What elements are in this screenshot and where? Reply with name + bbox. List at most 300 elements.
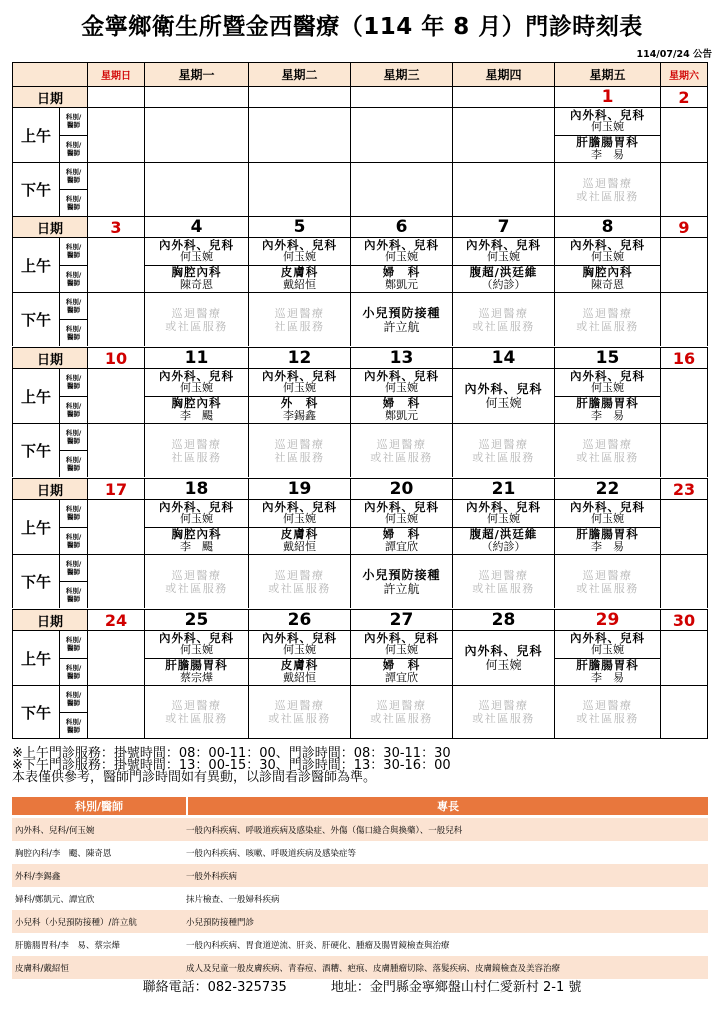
slot-secondary: [145, 659, 248, 686]
department: 腹超/洪廷維: [469, 265, 538, 280]
clinic-slot: [87, 162, 144, 216]
clinic-slot: [554, 554, 660, 608]
department: 內外科、兒科: [570, 107, 645, 122]
doctor-label: 醫師: [67, 251, 80, 260]
date-cell: 29: [554, 609, 660, 630]
outreach-text: 巡迴醫療: [478, 306, 529, 320]
date-cell: 30: [660, 609, 708, 630]
clinic-slot: [554, 237, 660, 292]
doctor: 李 颺: [180, 539, 213, 553]
department: 內外科、兒科: [262, 368, 337, 383]
doctor: 戴紹恒: [283, 670, 316, 684]
doctor: （約診）: [481, 277, 526, 291]
department: 內外科、兒科: [159, 368, 234, 383]
slot-primary: [249, 238, 350, 266]
outreach-text: 巡迴醫療: [376, 437, 427, 451]
clinic-slot: [144, 292, 248, 346]
clinic-slot: [144, 237, 248, 292]
dept-label: 科別/: [65, 560, 82, 568]
date-cell: 16: [660, 347, 708, 368]
pm-label: 下午: [12, 162, 59, 216]
dept-label: 科別/: [65, 505, 82, 514]
department: 婦 科: [382, 527, 421, 542]
date-cell: 5: [248, 216, 350, 237]
dept-doctor-label: [59, 265, 87, 293]
department: 皮膚科: [280, 658, 319, 673]
clinic-slot: [144, 554, 248, 608]
outreach-text: 或社區服務: [472, 450, 535, 464]
date-cell: 6: [350, 216, 452, 237]
clinic-slot: [87, 499, 144, 554]
clinic-slot: [87, 237, 144, 292]
dept-label: 科別/: [65, 532, 82, 541]
corner-header: [12, 62, 87, 86]
doctor: 何玉婉: [385, 381, 418, 395]
clinic-slot: [87, 292, 144, 346]
doctor: 何玉婉: [591, 512, 624, 526]
doctor: 李 易: [591, 539, 624, 553]
doctor-label: 醫師: [67, 409, 80, 418]
specialty-dept: 皮膚科/戴紹恒: [15, 963, 69, 974]
doctor-label: 醫師: [67, 699, 80, 707]
department: 內外科、兒科: [570, 237, 645, 252]
outreach-text: 巡迴醫療: [582, 568, 633, 582]
doctor: 何玉婉: [283, 250, 316, 264]
doctor-label: 醫師: [67, 176, 80, 184]
doctor: 何玉婉: [591, 643, 624, 657]
clinic-slot: [350, 499, 452, 554]
slot-secondary: [145, 266, 248, 293]
date-cell: 4: [144, 216, 248, 237]
doctor-label: 醫師: [67, 203, 80, 211]
department: 內外科、兒科: [159, 630, 234, 645]
slot-primary: [453, 500, 554, 528]
specialty-row: [12, 864, 708, 887]
clinic-slot: [248, 107, 350, 162]
specialty-desc: 一般內科疾病、咳嗽、呼吸道疾病及感染症等: [186, 848, 357, 859]
dept-doctor-label: [59, 527, 87, 555]
dept-label: 科別/: [65, 636, 82, 645]
outreach-text: 或社區服務: [472, 712, 535, 725]
clinic-slot: [660, 630, 708, 685]
clinic-slot: [554, 423, 660, 477]
slot-secondary: [145, 397, 248, 424]
department: 小兒預防接種: [362, 305, 441, 320]
date-cell: 22: [554, 478, 660, 499]
doctor: 陳奇恩: [591, 277, 624, 291]
outreach-text: 巡迴醫療: [274, 568, 325, 582]
clinic-slot: [87, 630, 144, 685]
slot-secondary: [145, 528, 248, 555]
department: 胸腔內科: [171, 527, 222, 542]
clinic-slot: [350, 162, 452, 216]
clinic-slot: [660, 107, 708, 162]
outreach-text: 巡迴醫療: [478, 699, 529, 712]
doctor-label: 醫師: [67, 382, 80, 391]
clinic-slot: [660, 368, 708, 423]
clinic-slot: [452, 237, 554, 292]
dept-label: 科別/: [65, 195, 82, 203]
specialty-row: [12, 818, 708, 841]
doctor-label: 醫師: [67, 148, 80, 157]
clinic-slot: [248, 630, 350, 685]
doctor-label: 醫師: [67, 437, 80, 445]
department: 內外科、兒科: [570, 630, 645, 645]
dept-label: 科別/: [65, 717, 82, 726]
dept-label: 科別/: [65, 168, 82, 176]
slot-secondary: [453, 266, 554, 293]
outreach-text: 巡迴醫療: [478, 437, 529, 451]
department: 內外科、兒科: [466, 237, 541, 252]
clinic-slot: [452, 499, 554, 554]
clinic-slot: [144, 107, 248, 162]
date-cell: [248, 86, 350, 107]
dept-label: 科別/: [65, 456, 82, 464]
dept-doctor-label: [59, 237, 87, 265]
date-cell: 10: [87, 347, 144, 368]
outreach-text: 巡迴醫療: [171, 568, 222, 582]
dept-doctor-label: [59, 189, 87, 216]
outreach-text: 或社區服務: [472, 581, 535, 595]
dept-doctor-label: [59, 107, 87, 135]
date-cell: 21: [452, 478, 554, 499]
slot-secondary: [453, 528, 554, 555]
specialty-table: [12, 797, 708, 978]
dept-doctor-label: [59, 658, 87, 686]
weekday-header: 星期日: [87, 62, 144, 86]
outreach-text: 巡迴醫療: [274, 306, 325, 320]
clinic-slot: [660, 237, 708, 292]
outreach-text: 巡迴醫療: [582, 437, 633, 451]
date-cell: 25: [144, 609, 248, 630]
department: 內外科、兒科: [570, 499, 645, 514]
doctor: 李 易: [591, 670, 624, 684]
dept-doctor-label: [59, 685, 87, 712]
specialty-desc: 成人及兒童一般皮膚疾病、青春痘、酒糟、疤痕、皮膚腫瘤切除、落髮疾病、皮膚鏡檢查及美容治療: [186, 963, 561, 974]
slot-secondary: [249, 397, 350, 424]
outreach-text: 或社區服務: [165, 319, 228, 333]
outreach-text: 或社區服務: [165, 581, 228, 595]
clinic-slot: [248, 237, 350, 292]
date-cell: 28: [452, 609, 554, 630]
date-label: 日期: [12, 86, 87, 107]
clinic-slot: [350, 368, 452, 423]
department: 內外科、兒科: [364, 630, 439, 645]
date-cell: 7: [452, 216, 554, 237]
outreach-text: 或社區服務: [576, 319, 639, 333]
dept-doctor-label: [59, 450, 87, 477]
outreach-text: 巡迴醫療: [478, 568, 529, 582]
dept-doctor-label: [59, 368, 87, 396]
date-cell: 11: [144, 347, 248, 368]
clinic-slot: [452, 554, 554, 608]
outreach-text: 社區服務: [171, 450, 222, 464]
pm-label: 下午: [12, 423, 59, 477]
date-cell: 3: [87, 216, 144, 237]
doctor: 蔡宗燁: [180, 670, 213, 684]
clinic-slot: [144, 499, 248, 554]
department: 胸腔內科: [582, 265, 633, 280]
slot-primary: [145, 369, 248, 397]
weekday-header: 星期三: [350, 62, 452, 86]
slot-secondary: [555, 528, 660, 555]
department: 內外科、兒科: [466, 499, 541, 514]
department: 皮膚科: [280, 265, 319, 280]
weekday-header: 星期一: [144, 62, 248, 86]
clinic-slot: [554, 499, 660, 554]
outreach-text: 或社區服務: [370, 450, 433, 464]
slot-primary: [555, 108, 660, 136]
specialty-row: [12, 933, 708, 956]
outreach-text: 社區服務: [274, 319, 325, 333]
clinic-slot: [87, 554, 144, 608]
specialty-desc: 一般外科疾病: [186, 871, 238, 882]
slot-secondary: [351, 397, 452, 424]
date-cell: 20: [350, 478, 452, 499]
clinic-slot: [350, 107, 452, 162]
department: 肝膽腸胃科: [165, 658, 228, 673]
date-cell: 26: [248, 609, 350, 630]
clinic-slot: [144, 162, 248, 216]
clinic-slot: [452, 368, 554, 423]
department: 小兒預防接種: [362, 567, 441, 582]
slot-primary: [555, 369, 660, 397]
dept-doctor-label: [59, 292, 87, 319]
doctor: 何玉婉: [485, 396, 522, 410]
date-cell: 24: [87, 609, 144, 630]
outreach-text: 巡迴醫療: [582, 699, 633, 712]
clinic-slot: [87, 423, 144, 477]
doctor-label: 醫師: [67, 121, 80, 130]
slot-secondary: [249, 266, 350, 293]
date-cell: [87, 86, 144, 107]
specialty-desc: 抹片檢查、一般婦科疾病: [186, 894, 280, 905]
notice-date: 114/07/24 公告: [636, 49, 712, 60]
slot-primary: [145, 631, 248, 659]
dept-label: 科別/: [65, 663, 82, 672]
date-cell: 27: [350, 609, 452, 630]
doctor: 鄭凱元: [385, 408, 418, 422]
date-cell: 1: [554, 86, 660, 107]
slot-primary: [351, 238, 452, 266]
clinic-slot: [248, 554, 350, 608]
date-cell: [144, 86, 248, 107]
date-label: 日期: [12, 347, 87, 368]
date-cell: 18: [144, 478, 248, 499]
department: 內外科、兒科: [262, 499, 337, 514]
slot-secondary: [555, 266, 660, 293]
date-cell: [350, 86, 452, 107]
slot-primary: [249, 500, 350, 528]
doctor-label: 醫師: [67, 644, 80, 653]
department: 內外科、兒科: [262, 237, 337, 252]
department: 肝膽腸胃科: [576, 658, 639, 673]
dept-doctor-label: [59, 319, 87, 346]
date-label: 日期: [12, 478, 87, 499]
outreach-text: 或社區服務: [165, 712, 228, 725]
note-am: ※上午門診服務：掛號時間：08：00-11：00、門診時間：08：30-11：30: [12, 746, 451, 761]
doctor: 戴紹恒: [283, 277, 316, 291]
date-cell: 12: [248, 347, 350, 368]
weekday-header: 星期四: [452, 62, 554, 86]
slot-secondary: [555, 136, 660, 163]
contact-address: 地址：金門縣金寧鄉盤山村仁愛新村 2-1 號: [330, 980, 582, 995]
doctor: 李 颺: [180, 408, 213, 422]
schedule-table: [12, 62, 708, 747]
date-cell: 8: [554, 216, 660, 237]
am-label: 上午: [12, 107, 59, 162]
specialty-dept: 婦科/鄭凱元、譚宜欣: [15, 894, 95, 905]
dept-label: 科別/: [65, 691, 82, 699]
doctor-label: 醫師: [67, 595, 80, 603]
outreach-text: 巡迴醫療: [274, 437, 325, 451]
department: 胸腔內科: [171, 265, 222, 280]
outreach-text: 或社區服務: [268, 712, 331, 725]
clinic-slot: [660, 554, 708, 608]
specialty-row: [12, 887, 708, 910]
clinic-slot: [554, 107, 660, 162]
doctor: 李 易: [591, 408, 624, 422]
dept-label: 科別/: [65, 298, 82, 306]
doctor: 何玉婉: [385, 512, 418, 526]
dept-label: 科別/: [65, 243, 82, 252]
doctor: 何玉婉: [283, 643, 316, 657]
dept-doctor-label: [59, 423, 87, 450]
dept-label: 科別/: [65, 270, 82, 279]
doctor-label: 醫師: [67, 513, 80, 522]
doctor: 陳奇恩: [180, 277, 213, 291]
doctor-label: 醫師: [67, 568, 80, 576]
am-label: 上午: [12, 499, 59, 554]
clinic-slot: [144, 630, 248, 685]
specialty-desc: 小兒預防接種門診: [186, 917, 255, 928]
department: 肝膽腸胃科: [576, 135, 639, 150]
doctor-label: 醫師: [67, 464, 80, 472]
doctor: 李錫鑫: [283, 408, 316, 422]
outreach-text: 巡迴醫療: [376, 699, 427, 712]
slot-primary: [145, 500, 248, 528]
date-cell: 15: [554, 347, 660, 368]
clinic-slot: [554, 292, 660, 346]
date-cell: 17: [87, 478, 144, 499]
doctor: 何玉婉: [385, 250, 418, 264]
department: 內外科、兒科: [159, 499, 234, 514]
clinic-slot: [144, 423, 248, 477]
outreach-text: 巡迴醫療: [171, 306, 222, 320]
department: 內外科、兒科: [364, 237, 439, 252]
dept-doctor-label: [59, 396, 87, 424]
date-cell: 9: [660, 216, 708, 237]
slot-primary: [145, 238, 248, 266]
clinic-slot: [350, 685, 452, 739]
date-cell: [452, 86, 554, 107]
outreach-text: 巡迴醫療: [582, 176, 633, 190]
outreach-text: 巡迴醫療: [171, 437, 222, 451]
specialty-desc: 一般內科疾病、呼吸道疾病及感染症、外傷（傷口縫合與換藥）、一般兒科: [186, 825, 463, 836]
dept-doctor-label: [59, 135, 87, 163]
department: 胸腔內科: [171, 396, 222, 411]
slot-primary: [249, 631, 350, 659]
dept-doctor-label: [59, 581, 87, 608]
dept-doctor-label: [59, 162, 87, 189]
footer: [0, 976, 724, 995]
doctor: 何玉婉: [591, 381, 624, 395]
dept-label: 科別/: [65, 140, 82, 149]
clinic-slot: [554, 685, 660, 739]
clinic-slot: [350, 292, 452, 346]
outreach-text: 巡迴醫療: [582, 306, 633, 320]
clinic-slot: [554, 368, 660, 423]
department: 內外科、兒科: [262, 630, 337, 645]
clinic-slot: [554, 630, 660, 685]
clinic-slot: [452, 107, 554, 162]
doctor-label: 醫師: [67, 278, 80, 287]
notes: [12, 748, 712, 784]
date-cell: 14: [452, 347, 554, 368]
clinic-slot: [248, 292, 350, 346]
clinic-slot: [660, 685, 708, 739]
date-cell: 2: [660, 86, 708, 107]
date-label: 日期: [12, 216, 87, 237]
specialty-dept: 內外科、兒科/何玉婉: [15, 825, 95, 836]
specialty-desc: 一般內科疾病、胃食道逆流、肝炎、肝硬化、腫瘤及腸胃鏡檢查與治療: [186, 940, 450, 951]
slot-primary: [453, 238, 554, 266]
department: 內外科、兒科: [464, 644, 543, 658]
outreach-text: 或社區服務: [370, 712, 433, 725]
doctor: （約診）: [481, 539, 526, 553]
clinic-slot: [452, 162, 554, 216]
doctor: 何玉婉: [283, 381, 316, 395]
pm-label: 下午: [12, 554, 59, 608]
doctor: 許立航: [383, 581, 420, 596]
outreach-text: 巡迴醫療: [274, 699, 325, 712]
clinic-slot: [554, 162, 660, 216]
doctor: 何玉婉: [385, 643, 418, 657]
department: 內外科、兒科: [364, 499, 439, 514]
date-cell: 19: [248, 478, 350, 499]
department: 皮膚科: [280, 527, 319, 542]
pm-label: 下午: [12, 685, 59, 739]
doctor: 何玉婉: [487, 250, 520, 264]
date-cell: 13: [350, 347, 452, 368]
doctor: 何玉婉: [180, 512, 213, 526]
clinic-slot: [87, 368, 144, 423]
date-cell: 23: [660, 478, 708, 499]
specialty-dept: 外科/李錫鑫: [15, 871, 61, 882]
dept-label: 科別/: [65, 587, 82, 595]
am-label: 上午: [12, 630, 59, 685]
clinic-slot: [350, 423, 452, 477]
doctor-label: 醫師: [67, 540, 80, 549]
dept-label: 科別/: [65, 429, 82, 437]
doctor-label: 醫師: [67, 306, 80, 314]
doctor-label: 醫師: [67, 671, 80, 680]
slot-primary: [351, 631, 452, 659]
department: 內外科、兒科: [570, 368, 645, 383]
clinic-slot: [660, 423, 708, 477]
slot-primary: [249, 369, 350, 397]
department: 肝膽腸胃科: [576, 396, 639, 411]
clinic-slot: [248, 499, 350, 554]
dept-label: 科別/: [65, 113, 82, 122]
slot-secondary: [351, 659, 452, 686]
contact-phone: 聯絡電話：082-325735: [142, 980, 287, 995]
slot-primary: [351, 500, 452, 528]
slot-primary: [555, 238, 660, 266]
doctor: 譚宜欣: [385, 539, 418, 553]
outreach-text: 或社區服務: [576, 450, 639, 464]
weekday-header: 星期五: [554, 62, 660, 86]
